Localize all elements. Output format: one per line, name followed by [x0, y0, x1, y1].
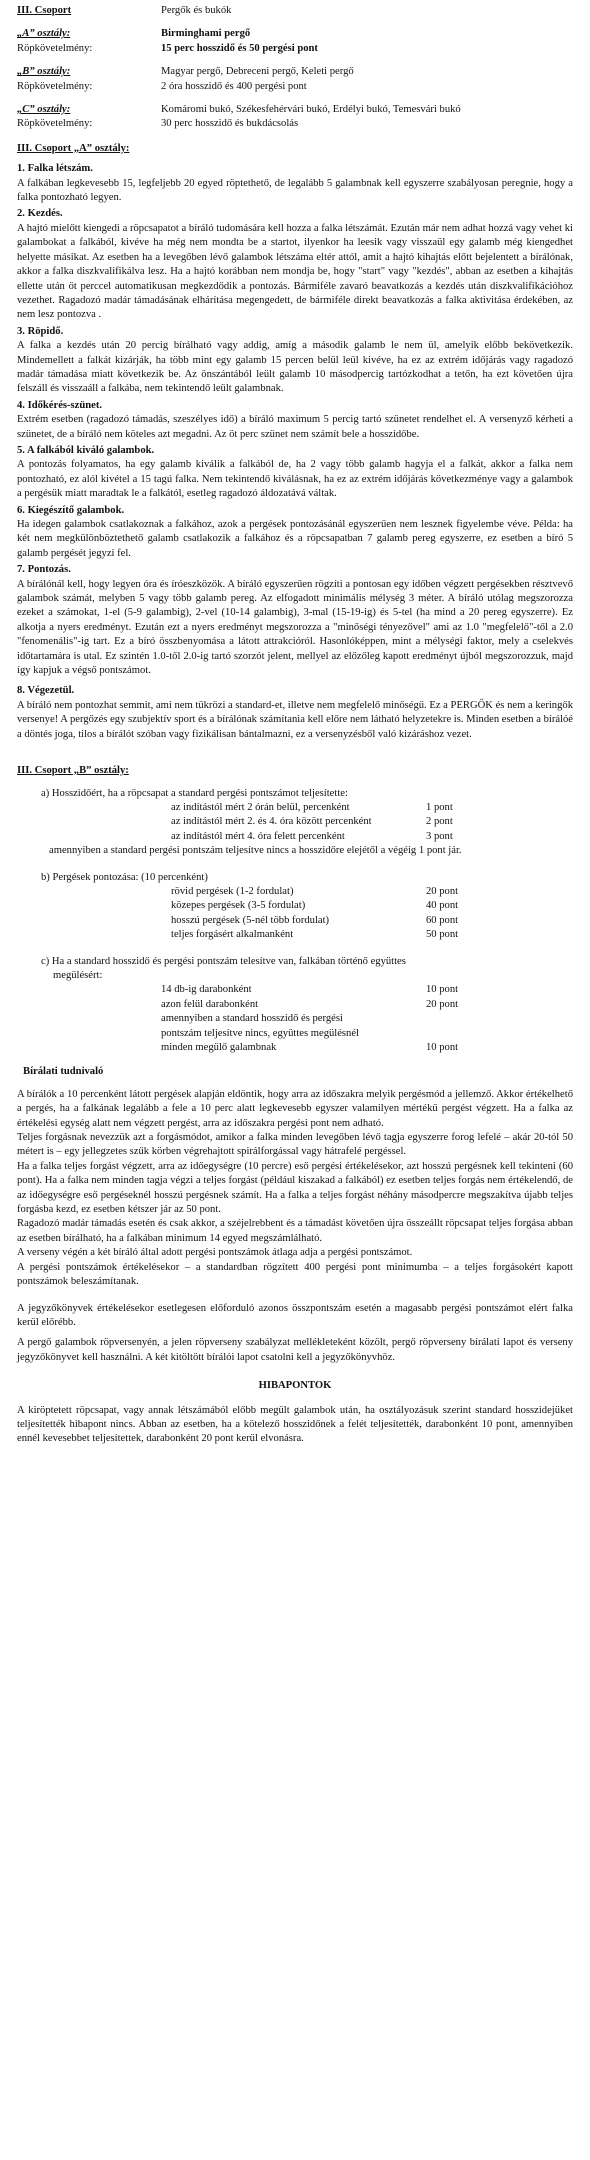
- item-text: A bíráló nem pontozhat semmit, ami nem tükrözi a standard-et, illetve nem megfelelő minőségű. Ez a PERGŐK és nem a keringők versenye! A pergőzés egy szubjektív sport és a bírálónak számítania kell előre nem látható helyzetekre is. Minden esetben a bírálóé a döntés joga, tilos a bírálót szóban vagy fizikálisan bántalmazni, ez a versenyzésből való kizáráshoz vezet.: [17, 699, 573, 740]
- item-text: Ha idegen galambok csatlakoznak a falkához, azok a pergések pontozásánál egyszerűen nem lesznek figyelembe véve. Példa: ha két nem megkülönböztethető galamb csatlakozik a falkához és a röpcsapatban 7 galamb pereg egyszerre, ez esetben a bíró 5 galamb pergését jegyzi fel.: [17, 519, 573, 559]
- row-label: hosszú pergések (5-nél több fordulat): [171, 914, 330, 926]
- section-a-item: [17, 207, 573, 322]
- b-part-b: [17, 871, 573, 943]
- item-text: A hajtó mielőtt kiengedi a röpcsapatot a bíráló tudomására kell hozza a falka létszámát. Ezután már nem adhat hozzá vagy vehet ki galambokat a falkából, kivéve ha még nem mondta be a startot, ilyenkor ha leesik vagy visszaül egy galamb még kiengedhet helyette másikat. Az esetben ha a levegőben lévő galambok létszáma eltér attól, amit a hajtó kihajtás előtt bejelentett a bírálónak, akkor a falka diszkvalifikálva lesz. Ha a hajtó korábban nem mondja be, hogy "start" vagy "kezdés", abban az esetben a kihajtás ellette után öt perccel automatikusan megkezdődik a pontozás. Bármiféle zavaró beavatkozás a kezdés után diszkvalifikációhoz vezethet. Ragadozó madár támadásának elhárítása megengedett, de bármiféle direkt beavatkozás a falka aktivitása érdekében, az nem lesz pontozva .: [17, 222, 573, 321]
- class-a-breeds: Birminghami pergő: [161, 28, 251, 40]
- class-b-req-label: Röpkövetelmény:: [17, 80, 93, 92]
- section-a-title: III. Csoport „A” osztály:: [17, 142, 130, 154]
- judging-paragraph: A jegyzőkönyvek értékelésekor esetlegesen előforduló azonos összpontszám esetén a magasabb pergési pontszámot elért falka kerül előrébb.: [17, 1302, 573, 1328]
- overview-class-a: [17, 27, 573, 56]
- item-heading: 1. Falka létszám.: [17, 163, 93, 175]
- overview-table: [17, 4, 573, 18]
- item-text: A pontozás folyamatos, ha egy galamb kiválik a falkából de, ha 2 vagy több galamb hagyja el a falkát, akkor a falka nem pontozható, ez alól kivétel a 15 tagú falka. Nem tekintendő kiválásnak, ha ez az extrém időjárás következménye vagy a galambok a pergésük miatt maradtak le a falkától, esetleg ragadozó áldozatává váltak.: [17, 459, 573, 500]
- b-part-c-intro-2: megülésért:: [53, 969, 103, 981]
- item-heading: 8. Végezetül.: [17, 685, 75, 697]
- row-label: teljes forgásért alkalmanként: [171, 929, 294, 941]
- class-a-label: „A” osztály:: [17, 28, 71, 40]
- item-text: A falkában legkevesebb 15, legfeljebb 20 egyed röptethető, de legalább 5 galambnak kell egyszerre szabályosan peregnie, hogy a falka pontozható legyen.: [17, 177, 573, 204]
- b-part-c-intro: c) Ha a standard hosszidő és pergési pontszám telesítve van, falkában történő együttes: [41, 955, 406, 967]
- item-text: A bírálónál kell, hogy legyen óra és íróeszközök. A bíráló egyszerűen rögzíti a pontosan egy időben végzett pergésekben résztvevő galambok számát, melyben 5 vagy több galamb pereg. Az elfogadott minimális mélység 3 méter. A bíráló utólag megszorozza ezeket a számokat, 1-el (5-9 galambig), 2-vel (10-14 galambig), 3-mal (15-19-ig) és 5-tel (ha mind a 20 pereg egyszerre). Ez alkotja a nyers eredményt. Ezután ezt a nyers eredményt megszorozza a "minőségi tényezővel" ami az 1.0 "megfelelő"-től a 2.0 "fenomenális"-ig tart. Ez a bíró összbenyomása a látott attrakcióról. Hasonlóképpen, mint a mélységi faktor, mely a cselekvés időtartamára is utal. Ez szintén 1.0-től 2.0-ig tartó szorzót jelent, mellyel az előzőleg kapott eredményt újból megszorozzuk, majd így kapjuk a végső pontszámot.: [17, 578, 573, 677]
- row-label: közepes pergések (3-5 fordulat): [171, 900, 306, 912]
- b-part-c-row: [41, 998, 573, 1012]
- row-points: 2 pont: [426, 816, 453, 828]
- class-a-req-label: Röpkövetelmény:: [17, 42, 93, 54]
- item-heading: 6. Kiegészítő galambok.: [17, 504, 125, 516]
- row-points: 10 pont: [426, 1042, 459, 1053]
- b-part-a-row: [41, 830, 573, 844]
- b-part-a-intro: a) Hosszidőért, ha a röpcsapat a standard pergési pontszámot teljesítette:: [41, 787, 348, 799]
- judging-paragraph: A pergési pontszámok értékelésekor – a standardban rögzített 400 pergési pont minimumba – a teljes forgásokért kapott pontszámok beleszámítanak.: [17, 1261, 573, 1288]
- row-points: 3 pont: [426, 830, 453, 842]
- class-c-req-value: 30 perc hosszidő és bukdácsolás: [161, 118, 299, 130]
- document-page: [17, 0, 573, 1447]
- judging-title: Bírálati tudnivaló: [23, 1066, 104, 1078]
- row-points: 20 pont: [426, 998, 459, 1010]
- overview-value-group: Pergők és bukók: [161, 5, 232, 16]
- class-c-breeds: Komáromi bukó, Székesfehérvári bukó, Erdélyi bukó, Temesvári bukó: [161, 104, 461, 116]
- section-b-title: III. Csoport „B” osztály:: [17, 765, 129, 777]
- section-a-item: [17, 444, 573, 502]
- judging-paragraph: Teljes forgásnak nevezzük azt a forgásmódot, amikor a falka minden levegőben lévő tagja egyszerre forog lefelé – akár 20-tól 50 métert is – egy jellegzetes szűk körben végrehajtott spirálforgással vagy hátrafelé pergéssel.: [17, 1132, 573, 1158]
- row-label: pontszám teljesítve nincs, együttes megülésnél: [161, 1027, 359, 1039]
- row-label: azon felül darabonként: [161, 998, 259, 1010]
- b-part-b-row: [41, 928, 573, 942]
- class-b-req-value: 2 óra hosszidő és 400 pergési pont: [161, 80, 307, 92]
- b-part-c-row: [41, 1041, 573, 1055]
- penalty-title: HIBAPONTOK: [258, 1380, 332, 1392]
- item-heading: 2. Kezdés.: [17, 208, 63, 220]
- section-a-item: [17, 684, 573, 742]
- item-text: A falka a kezdés után 20 percig bírálható vagy addig, amíg a második galamb le nem ül, amelyik előbb bekövetkezik. Mindemellett a falkát kizárják, ha több mint egy galamb 15 percen belül leül kivéve, ha ez az extrém időjárás vagy ragadozó madár támadása miatt következik be. Az önszántából leült galamb 10 másodpercig tartózkodhat a tetőn, ha ezt követően újra felszáll és visszaáll a falkába, nem tekintendő leült galambnak.: [17, 340, 573, 395]
- row-points: 50 pont: [426, 929, 459, 941]
- class-b-breeds: Magyar pergő, Debreceni pergő, Keleti pergő: [161, 66, 354, 78]
- row-points: 60 pont: [426, 914, 459, 926]
- row-label: minden megülő galambnak: [161, 1042, 277, 1053]
- class-c-label: „C” osztály:: [17, 104, 71, 116]
- row-points: [426, 1012, 573, 1026]
- b-part-b-row: [41, 899, 573, 913]
- b-part-a-row: [41, 815, 573, 829]
- item-text: Extrém esetben (ragadozó támadás, szeszélyes idő) a bíráló maximum 5 percig tartó szünetet rendelhet el. A versenyző kérheti a szünetet, de a bíráló nem köteles azt megadni. Az öt perc szünet nem számít bele a hosszidőbe.: [17, 414, 573, 440]
- judging-paragraph: Ha a falka teljes forgást végzett, arra az időegységre (10 percre) eső pergési értékelésekor, azt hosszú pergésnek kell tekinteni (60 pont). Ha a falka nem minden tagja végzi a teljes forgást (például kiszakad a falkából) ez esetben teljes forgás nem értékelendő, de az időegységre eső pergéseknél hosszú pergésnek számít. Ha a falka a teljes forgást néhány másodpercre megszakítva újabb teljes forgásba kezd, ez esetben kétszer jár az 50 pont.: [17, 1160, 573, 1216]
- row-points: 20 pont: [426, 885, 459, 897]
- section-a-item: [17, 504, 573, 562]
- b-part-b-row: [41, 914, 573, 928]
- b-part-a: [17, 787, 573, 859]
- row-label: az indítástól mért 2 órán belül, percenként: [171, 801, 350, 813]
- row-label: 14 db-ig darabonként: [161, 984, 252, 996]
- judging-paragraph: Ragadozó madár támadás esetén és csak akkor, a széjelrebbent és a támadást követően újra összeállt röpcsapat teljes forgása abban az esetben bírálható, ha a falkában minimum 14 egyed megszámlálható.: [17, 1218, 573, 1244]
- b-part-b-row: [41, 885, 573, 899]
- section-a-item: [17, 563, 573, 678]
- item-heading: 7. Pontozás.: [17, 564, 71, 576]
- class-a-req-value: 15 perc hosszidő és 50 pergési pont: [161, 42, 318, 54]
- item-heading: 4. Időkérés-szünet.: [17, 399, 103, 411]
- overview-key-group: III. Csoport: [17, 5, 72, 16]
- section-a-item: [17, 325, 573, 397]
- overview-class-b: [17, 65, 573, 94]
- b-part-a-note: amennyiben a standard pergési pontszám teljesítve nincs a hosszidőre elejétől a végéig 1 pont jár.: [49, 845, 462, 857]
- judging-paragraph: A pergő galambok röpversenyén, a jelen röpverseny szabályzat mellékleteként közölt, pergő röpverseny bírálati lapot és verseny jegyzőkönyvet kell használni. A két kitöltött bírálói lapot csatolni kell a jegyzőkönyvhöz.: [17, 1337, 573, 1363]
- row-label: amennyiben a standard hosszidő és pergési: [161, 1013, 343, 1025]
- class-c-req-label: Röpkövetelmény:: [17, 118, 93, 130]
- row-label: rövid pergések (1-2 fordulat): [171, 885, 294, 897]
- row-points: 1 pont: [426, 801, 453, 813]
- item-heading: 3. Röpidő.: [17, 325, 64, 337]
- b-part-c-row: [41, 983, 573, 997]
- b-part-c-row: [41, 1027, 573, 1041]
- b-part-b-intro: b) Pergések pontozása: (10 percenként): [41, 871, 208, 883]
- row-label: az indítástól mért 4. óra felett percenként: [171, 830, 345, 842]
- b-part-c: [17, 955, 573, 1056]
- penalty-text: A kiröptetett röpcsapat, vagy annak létszámából előbb megült galambok után, ha osztályozásuk szerint standard hosszidejüket teljesítették hibapont nincs. Abban az esetben, ha a kötelező hosszidőnek a felét teljesítették, darabonként 10 pont, amennyiben ennél kevesebbet teljesítettek, darabonként 20 pont kerül elvonásra.: [17, 1404, 573, 1445]
- section-a-item: [17, 399, 573, 442]
- b-part-c-row: [41, 1012, 573, 1026]
- item-heading: 5. A falkából kiváló galambok.: [17, 444, 155, 456]
- judging-paragraph: A verseny végén a két bíráló által adott pergési pontszámok átlaga adja a pergési pontszámot.: [17, 1247, 413, 1259]
- b-part-a-row: [41, 801, 573, 815]
- overview-class-c: [17, 103, 573, 132]
- judging-paragraph: A bírálók a 10 percenként látott pergések alapján eldöntik, hogy arra az időszakra melyik pergésmód a jellemző. Akkor értékelhető a pergés, ha a falkának legalább a fele a 10 perc alatt legkevesebb egyszer valamilyen mértékű pergést végzett. Ha a falka az értékelési egység alatt nem végzett pergést, arra az időszakra pergési pont nem adható.: [17, 1088, 573, 1129]
- class-b-label: „B” osztály:: [17, 66, 71, 78]
- row-points: [426, 1027, 573, 1041]
- section-a-item: [17, 162, 573, 205]
- row-points: 10 pont: [426, 984, 459, 996]
- row-points: 40 pont: [426, 900, 459, 912]
- row-label: az indítástól mért 2. és 4. óra között percenként: [171, 816, 372, 828]
